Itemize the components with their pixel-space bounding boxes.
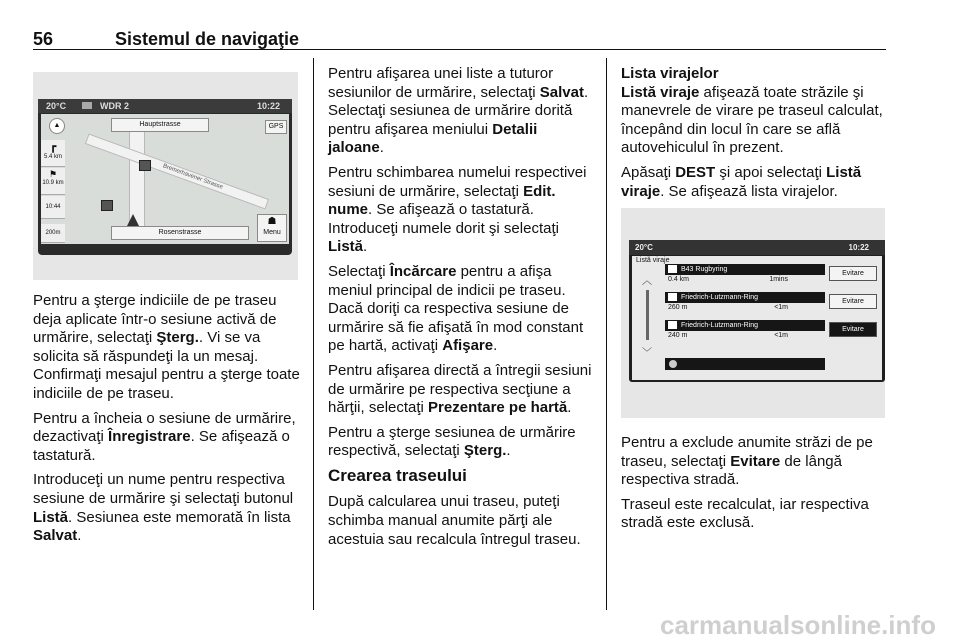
menu-term: Detalii jaloane	[328, 120, 538, 157]
menu-button-label: Menu	[263, 229, 281, 236]
menu-term: Şterg.	[463, 442, 507, 460]
text: pentru a afişa meniul principal de indicii pe traseu. Dacă doriţi ca respectiva sesiune de urmărire să fie afişată în mod constant pe hartă, activaţi	[328, 262, 584, 355]
menu-term: Edit. nume	[328, 182, 556, 219]
scroll-down-icon[interactable]: ﹀	[642, 348, 652, 359]
street-name: Friedrich-Lutzmann-Ring	[681, 322, 759, 329]
page-header	[33, 29, 886, 50]
column-3-top	[621, 65, 889, 207]
compass-icon: ▲	[49, 118, 65, 134]
station-name: WDR 2	[100, 101, 129, 111]
column-1	[33, 292, 303, 552]
waypoint-flag-icon	[101, 200, 113, 211]
turn-icon	[668, 293, 677, 301]
text: . Se afişează o tastatură. Introduceţi numele dorit şi selectaţi	[328, 201, 559, 237]
text: Introduceţi un nume pentru respectiva sesiune de urmărire şi selectaţi butonul	[33, 471, 294, 507]
menu-term: Şterg.	[156, 329, 199, 347]
text: Apăsaţi	[621, 163, 676, 181]
destination-flag-icon	[139, 160, 151, 171]
list-item-details	[668, 304, 818, 311]
figure-turn-list	[621, 208, 885, 418]
clock: 10:22	[256, 101, 280, 111]
temperature: 20°C	[46, 101, 67, 111]
text: Pentru afişarea directă a întregii sesiuni de urmărire pe respectiva secţiune a hărţii, selectaţi	[328, 361, 592, 417]
scroll-up-icon[interactable]: ︿	[642, 276, 652, 287]
column-divider	[313, 58, 314, 610]
status-bar	[38, 99, 292, 113]
text: de lângă respectiva stradă.	[621, 452, 842, 489]
menu-button[interactable]	[257, 214, 287, 242]
list-item[interactable]	[665, 292, 825, 303]
menu-term: Listă viraje	[621, 83, 700, 101]
text: Selectaţi	[328, 262, 390, 280]
road-label: Bremerhavener Strasse	[161, 163, 224, 191]
eta-panel	[41, 196, 65, 219]
status-strip	[665, 358, 825, 370]
list-item[interactable]	[665, 320, 825, 331]
avoid-button[interactable]: Evitare	[829, 294, 877, 309]
text: Pentru a încheia o sesiune de urmărire, dezactivaţi	[33, 409, 296, 446]
avoid-button[interactable]: Evitare	[829, 322, 877, 337]
next-turn-panel	[41, 140, 65, 167]
turn-list-body	[632, 256, 882, 380]
text: Pentru a exclude anumite străzi de pe traseu, selectaţi	[621, 434, 873, 470]
text: .	[493, 337, 498, 355]
street-name: B43 Rugbyring	[681, 266, 728, 273]
text: şi apoi selectaţi	[715, 163, 827, 181]
menu-term: Listă	[328, 238, 364, 256]
text: afişează toate străzile şi manevrele de virare pe traseul calculat, începând din locul în care se află autovehiculul în prezent.	[621, 83, 883, 157]
status-bar	[629, 240, 885, 255]
turn-distance: 260 m	[668, 304, 688, 311]
paragraph	[328, 263, 596, 356]
turn-icon	[668, 265, 677, 273]
text: .	[379, 139, 384, 157]
text: .	[77, 527, 82, 545]
column-divider	[606, 58, 607, 610]
menu-term: Salvat	[33, 527, 78, 545]
page-number: 56	[33, 29, 54, 49]
text: Pentru afişarea unei liste a tuturor sesiunilor de urmărire, selectaţi	[328, 65, 554, 101]
arrival-time: 10:44	[45, 204, 61, 210]
text: .	[363, 238, 368, 256]
paragraph	[328, 164, 596, 257]
info-icon	[669, 360, 677, 368]
paragraph	[33, 410, 303, 466]
text: Pentru a şterge indiciile de pe traseu deja aplicate într-o sesiune activă de urmărire, selectaţi	[33, 292, 277, 347]
text: . Se afişează o tastatură.	[33, 428, 290, 464]
turn-time: <1m	[774, 332, 788, 339]
turn-time: <1m	[774, 304, 788, 311]
column-3-bottom	[621, 434, 889, 539]
text: Pentru a şterge sesiunea de urmărire respectivă, selectaţi	[328, 423, 576, 460]
turn-time: 1mins	[769, 276, 788, 283]
list-item-details	[668, 276, 818, 283]
turn-icon	[668, 321, 677, 329]
section-heading: Crearea traseului	[328, 465, 467, 485]
map-scale: 200m	[45, 230, 61, 236]
figure-navigation-map	[33, 72, 298, 280]
menu-term: Evitare	[730, 452, 781, 470]
avoid-button[interactable]: Evitare	[829, 266, 877, 281]
subsection-heading: Lista virajelor	[621, 65, 719, 82]
text: . Selectaţi sesiunea de urmărire dorită pentru afişarea meniului	[328, 83, 589, 138]
list-item[interactable]	[665, 264, 825, 275]
flag-icon: ⚑	[48, 169, 58, 179]
paragraph	[33, 471, 303, 545]
radio-icon	[82, 102, 92, 109]
menu-term: Încărcare	[389, 262, 457, 280]
page-title: Sistemul de navigaţie	[115, 29, 300, 49]
paragraph	[621, 84, 889, 158]
remaining-distance-panel	[41, 168, 65, 195]
menu-term: Afişare	[442, 337, 494, 355]
turn-distance: 240 m	[668, 332, 688, 339]
paragraph	[328, 424, 596, 461]
gps-indicator: GPS	[265, 120, 287, 134]
text: . Vi se va solicita să răspundeţi la un mesaj. Confirmaţi mesajul pentru a şterge toate indiciile de pe traseu.	[33, 329, 300, 402]
paragraph	[621, 434, 889, 490]
menu-term: DEST	[675, 163, 716, 181]
text: . Se afişează lista virajelor.	[660, 182, 838, 200]
menu-term: Listă	[33, 508, 69, 526]
column-2	[328, 65, 596, 555]
paragraph: Traseul este recalculat, iar respectiva stradă este exclusă.	[621, 495, 869, 532]
scrollbar[interactable]	[646, 290, 649, 340]
text: Pentru schimbarea numelui respectivei sesiuni de urmărire, selectaţi	[328, 163, 587, 200]
turn-list-screen	[629, 240, 885, 382]
street-name: Friedrich-Lutzmann-Ring	[681, 294, 759, 301]
paragraph: După calcularea unui traseu, puteţi schimba manual anumite părţi ale acestuia sau recalcula întregul traseu.	[328, 493, 581, 548]
menu-term: Salvat	[539, 83, 584, 101]
paragraph	[328, 65, 596, 158]
temperature: 20°C	[635, 243, 653, 252]
watermark: carmanualsonline.info	[660, 610, 936, 640]
remaining-distance: 10.9 km	[42, 180, 64, 186]
text: .	[567, 399, 572, 417]
map-area	[41, 114, 289, 244]
paragraph	[328, 362, 596, 418]
person-icon: ☗	[267, 216, 277, 227]
paragraph	[621, 164, 889, 201]
street-name-bottom: Rosenstrasse	[111, 226, 249, 240]
paragraph	[33, 292, 303, 404]
map-screen	[38, 99, 292, 255]
list-title: Listă viraje	[636, 257, 670, 264]
clock: 10:22	[848, 243, 869, 252]
text: . Sesiunea este memorată în lista	[68, 508, 291, 526]
text: .	[506, 442, 511, 460]
list-item-details	[668, 332, 818, 339]
menu-term: Înregistrare	[108, 428, 191, 446]
next-turn-distance: 5.4 km	[43, 154, 62, 160]
turn-distance: 0.4 km	[668, 276, 690, 283]
menu-term: Prezentare pe hartă	[428, 399, 568, 417]
menu-term: Listă viraje	[621, 163, 862, 200]
scale-panel	[41, 224, 65, 243]
vehicle-position-icon	[127, 214, 139, 226]
street-name-top: Hauptstrasse	[111, 118, 209, 132]
turn-right-icon: ┏	[49, 141, 57, 153]
